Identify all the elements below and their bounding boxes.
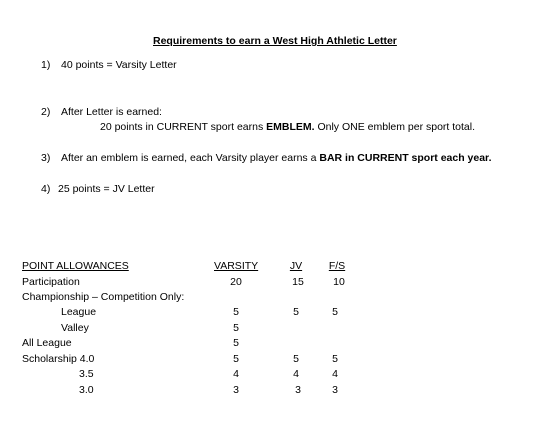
table-cell-fs: 5 [332, 306, 338, 318]
rule-3-text-a: After an emblem is earned, each Varsity player earns a [61, 152, 320, 164]
rule-2-text: After Letter is earned: [61, 106, 162, 118]
table-header-fs: F/S [328, 260, 346, 272]
rule-2-subline-a: 20 points in CURRENT sport earns [100, 121, 267, 133]
table-row-label: League [61, 306, 97, 318]
table-row-label: 3.5 [79, 368, 94, 380]
table-cell-fs: 10 [333, 276, 345, 288]
table-cell-varsity: 20 [230, 276, 242, 288]
table-header-varsity: VARSITY [214, 260, 259, 272]
table-row-label: All League [22, 337, 72, 349]
table-cell-varsity: 5 [233, 353, 239, 365]
table-row-label: Championship – Competition Only: [22, 291, 185, 303]
table-row-label: Scholarship 4.0 [22, 353, 95, 365]
rule-2-subline-emblem: EMBLEM. [266, 121, 315, 133]
table-cell-varsity: 5 [233, 306, 239, 318]
table-cell-varsity: 5 [233, 337, 239, 349]
rule-2-subline [100, 121, 475, 134]
table-header-label: POINT ALLOWANCES [22, 260, 129, 272]
rule-4-text: 25 points = JV Letter [58, 183, 155, 195]
rule-2-number: 2) [41, 106, 51, 118]
rule-3-number: 3) [41, 152, 51, 164]
table-cell-varsity: 5 [233, 322, 239, 334]
page-title: Requirements to earn a West High Athletic Letter [153, 35, 397, 47]
rule-4-number: 4) [41, 183, 51, 195]
table-cell-jv: 5 [293, 353, 299, 365]
table-cell-jv: 4 [293, 368, 299, 380]
rule-2-subline-c: Only ONE emblem per sport total. [314, 121, 476, 133]
table-cell-jv: 5 [293, 306, 299, 318]
table-header-jv: JV [289, 260, 303, 272]
table-cell-varsity: 3 [233, 384, 239, 396]
rule-3-text-bar: BAR in CURRENT sport each year. [319, 152, 492, 164]
table-cell-varsity: 4 [233, 368, 239, 380]
table-row-label: Participation [22, 276, 80, 288]
table-cell-fs: 3 [332, 384, 338, 396]
table-cell-fs: 4 [332, 368, 338, 380]
table-cell-fs: 5 [332, 353, 338, 365]
table-cell-jv: 15 [292, 276, 304, 288]
table-cell-jv: 3 [295, 384, 301, 396]
rule-1-number: 1) [41, 59, 51, 71]
table-row-label: Valley [61, 322, 89, 334]
rule-1-text: 40 points = Varsity Letter [61, 59, 177, 71]
rule-3-text [61, 152, 491, 165]
table-row-label: 3.0 [79, 384, 94, 396]
